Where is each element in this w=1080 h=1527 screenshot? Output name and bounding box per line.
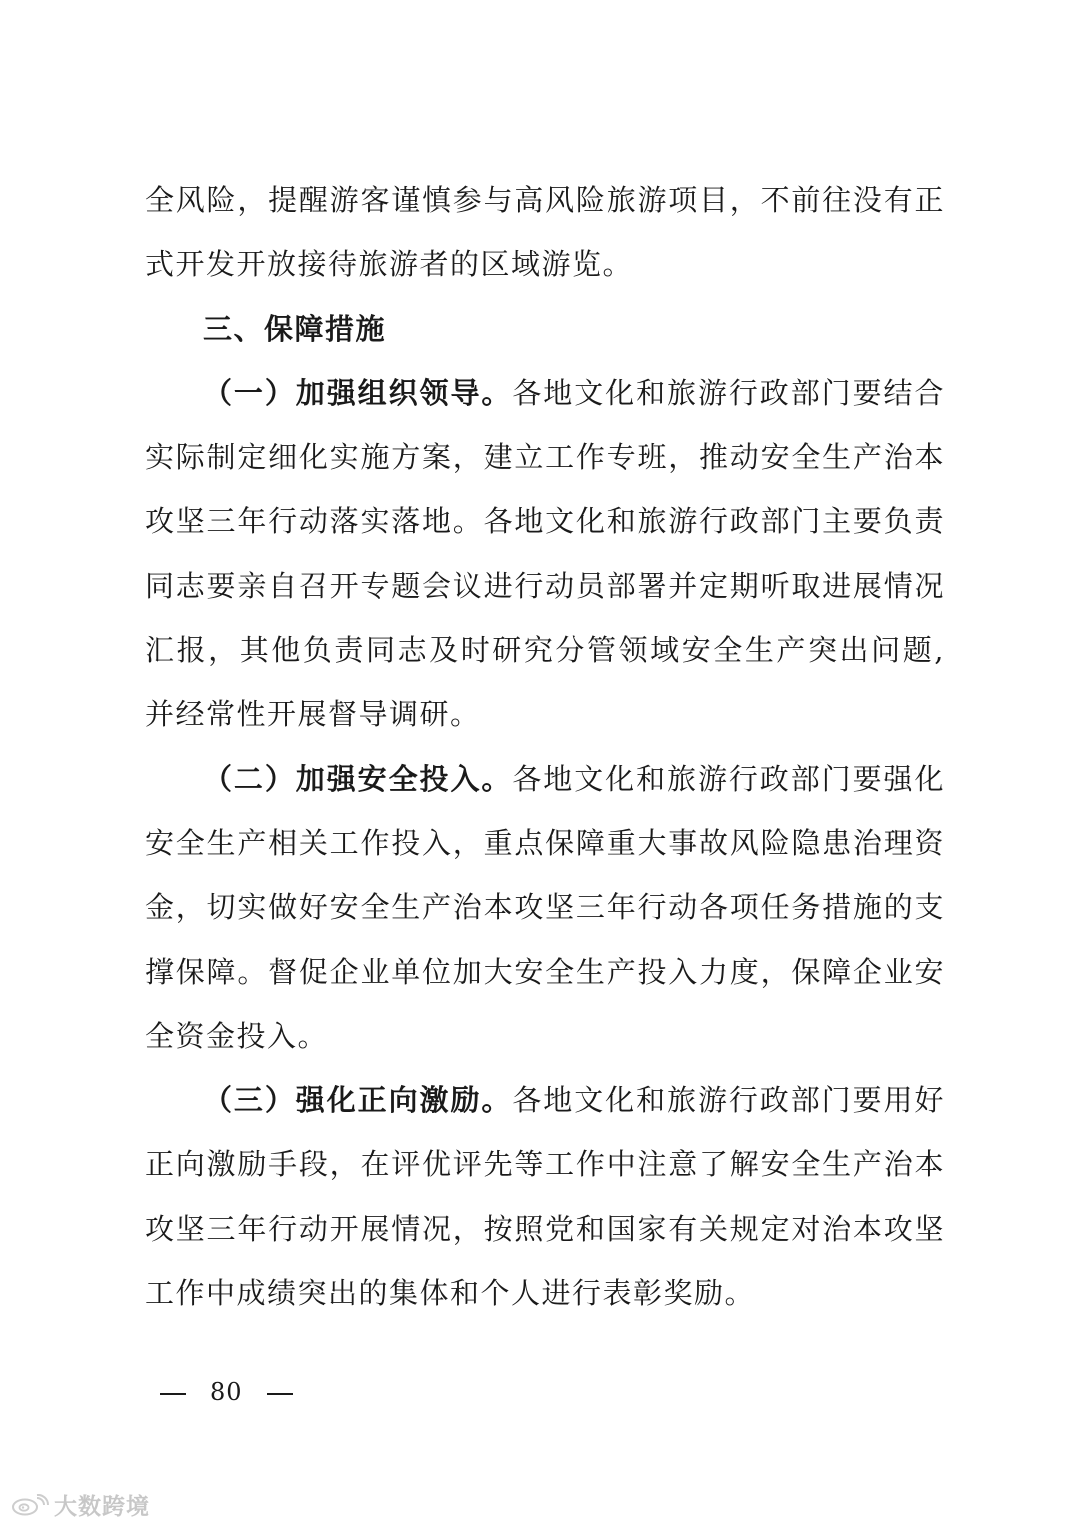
page-number bbox=[160, 1378, 293, 1406]
subsection-body: 各地文化和旅游行政部门要强化安全生产相关工作投入，重点保障重大事故风险隐患治理资金，切实做好安全生产治本攻坚三年行动各项任务措施的支撑保障。督促企业单位加大安全生产投入力度，保障企业安全资金投入。 bbox=[145, 761, 945, 1053]
paragraph-safety-investment bbox=[145, 747, 945, 1068]
paragraph-continuation: 全风险，提醒游客谨慎参与高风险旅游项目，不前往没有正式开发开放接待旅游者的区域游览。 bbox=[145, 183, 945, 282]
watermark bbox=[10, 1488, 150, 1521]
section-heading: 三、保障措施 bbox=[203, 311, 387, 346]
paragraph-organization-leadership bbox=[145, 361, 945, 747]
document-body bbox=[145, 168, 945, 1325]
page-number-dash-right bbox=[267, 1393, 293, 1395]
subsection-title: （二）加强安全投入。 bbox=[203, 761, 513, 796]
subsection-body: 各地文化和旅游行政部门要用好正向激励手段，在评优评先等工作中注意了解安全生产治本攻坚三年行动开展情况，按照党和国家有关规定对治本攻坚工作中成绩突出的集体和个人进行表彰奖励。 bbox=[145, 1083, 945, 1311]
subsection-title: （三）强化正向激励。 bbox=[203, 1083, 513, 1118]
weibo-style-logo-icon bbox=[10, 1494, 50, 1516]
page-number-dash-left bbox=[160, 1393, 186, 1395]
page-number-value: 80 bbox=[210, 1378, 243, 1406]
subsection-body: 各地文化和旅游行政部门要结合实际制定细化实施方案，建立工作专班，推动安全生产治本攻坚三年行动落实落地。各地文化和旅游行政部门主要负责同志要亲自召开专题会议进行动员部署并定期听取进展情况汇报，其他负责同志及时研究分管领域安全生产突出问题,并经常性开展督导调研。 bbox=[145, 375, 945, 732]
watermark-text: 大数跨境 bbox=[54, 1494, 150, 1520]
paragraph-positive-incentives bbox=[145, 1068, 945, 1325]
subsection-title: （一）加强组织领导。 bbox=[203, 375, 513, 410]
